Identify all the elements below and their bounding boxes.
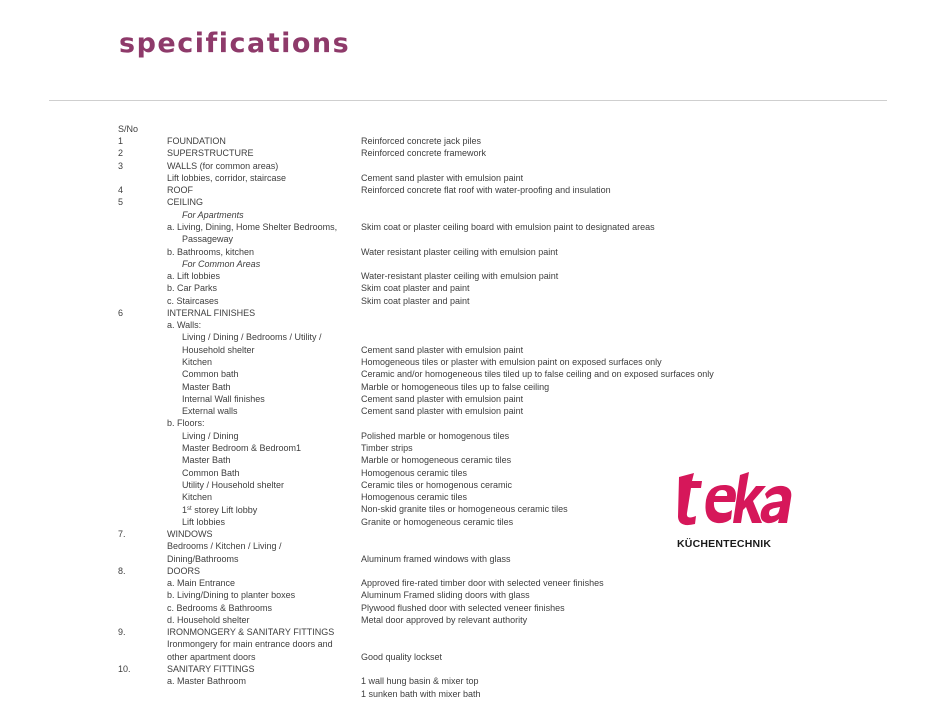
row-item: Master Bath xyxy=(182,381,231,392)
row-item: c. Bedrooms & Bathrooms xyxy=(167,602,273,613)
table-row xyxy=(0,688,943,700)
table-row xyxy=(0,430,943,442)
row-specification: Good quality lockset xyxy=(361,651,443,662)
row-specification: Cement sand plaster with emulsion paint xyxy=(361,344,524,355)
row-item: c. Staircases xyxy=(167,295,219,306)
table-row xyxy=(0,454,943,466)
row-item: IRONMONGERY & SANITARY FITTINGS xyxy=(167,627,335,638)
table-row xyxy=(0,319,943,331)
row-item: Kitchen xyxy=(182,357,213,368)
row-specification: Non-skid granite tiles or homogeneous ceramic tiles xyxy=(361,504,568,515)
row-number: 1 xyxy=(118,136,124,146)
row-item: a. Walls: xyxy=(167,320,202,331)
table-row xyxy=(0,516,943,528)
row-number: 8. xyxy=(118,565,126,576)
table-row xyxy=(0,651,943,663)
row-specification: Water resistant plaster ceiling with emulsion paint xyxy=(361,246,558,257)
row-item: Bedrooms / Kitchen / Living / xyxy=(167,541,282,552)
table-header xyxy=(0,123,943,135)
row-specification: Cement sand plaster with emulsion paint xyxy=(361,406,524,417)
table-row xyxy=(0,393,943,405)
row-item: ROOF xyxy=(167,185,193,196)
row-item: b. Car Parks xyxy=(167,283,218,294)
row-specification: Homogenous ceramic tiles xyxy=(361,467,468,478)
table-row xyxy=(0,147,943,159)
table-row xyxy=(0,442,943,454)
table-row xyxy=(0,160,943,172)
row-number: 6 xyxy=(118,307,124,318)
table-row xyxy=(0,577,943,589)
row-specification: Cement sand plaster with emulsion paint xyxy=(361,172,524,183)
row-number: 2 xyxy=(118,148,124,159)
row-specification: Timber strips xyxy=(361,443,413,453)
table-row xyxy=(0,233,943,245)
row-specification: Homogenous ceramic tiles xyxy=(361,492,468,503)
table-row xyxy=(0,417,943,429)
row-number: 3 xyxy=(118,160,124,171)
row-number: 10. xyxy=(118,664,131,675)
row-item: FOUNDATION xyxy=(167,136,226,146)
table-row xyxy=(0,638,943,650)
table-row xyxy=(0,626,943,638)
row-item: b. Bathrooms, kitchen xyxy=(167,246,255,257)
table-row xyxy=(0,602,943,614)
table-row xyxy=(0,528,943,540)
table-row xyxy=(0,258,943,270)
row-item: For Common Areas xyxy=(182,258,261,269)
row-item: CEILING xyxy=(167,197,204,208)
table-row xyxy=(0,675,943,687)
row-number: 4 xyxy=(118,185,124,196)
table-row xyxy=(0,270,943,282)
row-item: Common Bath xyxy=(182,467,240,478)
row-item: DOORS xyxy=(167,565,201,576)
row-specification: Plywood flushed door with selected veneer finishes xyxy=(361,602,565,613)
page-title: specifications xyxy=(119,28,351,59)
row-specification: Skim coat plaster and paint xyxy=(361,295,470,306)
table-row xyxy=(0,565,943,577)
table-row xyxy=(0,221,943,233)
row-specification: Polished marble or homogenous tiles xyxy=(361,430,510,441)
table-row xyxy=(0,540,943,552)
row-item: Lift lobbies xyxy=(182,516,226,527)
row-item: a. Master Bathroom xyxy=(167,676,247,687)
row-item: Common bath xyxy=(182,369,239,380)
row-item: Living / Dining / Bedrooms / Utility / xyxy=(182,332,322,343)
row-item: External walls xyxy=(182,406,238,417)
row-item: SUPERSTRUCTURE xyxy=(167,148,254,159)
row-specification: Aluminum framed windows with glass xyxy=(361,553,511,564)
table-row xyxy=(0,344,943,356)
row-specification: Approved fire-rated timber door with selected veneer finishes xyxy=(361,578,604,589)
row-specification: Metal door approved by relevant authority xyxy=(361,614,528,625)
table-row xyxy=(0,295,943,307)
table-row xyxy=(0,479,943,491)
row-item: Master Bath xyxy=(182,455,231,466)
row-item: a. Living, Dining, Home Shelter Bedrooms, xyxy=(167,221,338,232)
row-item: a. Main Entrance xyxy=(167,578,236,589)
table-row xyxy=(0,467,943,479)
row-item: Lift lobbies, corridor, staircase xyxy=(167,172,287,183)
row-specification: 1 wall hung basin & mixer top xyxy=(361,676,479,687)
row-specification: Homogeneous tiles or plaster with emulsion paint on exposed surfaces only xyxy=(361,357,662,368)
row-item: 1st storey Lift lobby xyxy=(182,505,258,516)
row-item: d. Household shelter xyxy=(167,614,250,625)
row-specification: 1 sunken bath with mixer bath xyxy=(361,688,481,699)
row-item: Master Bedroom & Bedroom1 xyxy=(182,443,302,453)
row-item: WALLS (for common areas) xyxy=(167,160,279,171)
row-number: 9. xyxy=(118,627,126,638)
row-item: Living / Dining xyxy=(182,430,239,441)
table-row xyxy=(0,209,943,221)
row-item: Internal Wall finishes xyxy=(182,393,265,404)
table-row xyxy=(0,405,943,417)
table-row xyxy=(0,381,943,393)
row-item: Passageway xyxy=(182,234,234,245)
row-number: 5 xyxy=(118,197,124,208)
row-specification: Cement sand plaster with emulsion paint xyxy=(361,393,524,404)
table-row xyxy=(0,135,943,147)
table-row xyxy=(0,368,943,380)
row-item: For Apartments xyxy=(182,209,244,220)
row-item: Ironmongery for main entrance doors and xyxy=(167,639,333,650)
row-specification: Skim coat or plaster ceiling board with emulsion paint to designated areas xyxy=(361,221,655,232)
row-specification: Skim coat plaster and paint xyxy=(361,283,470,294)
row-item: WINDOWS xyxy=(167,528,213,539)
row-specification: Aluminum Framed sliding doors with glass xyxy=(361,590,530,601)
row-item: Household shelter xyxy=(182,344,255,355)
table-row xyxy=(0,503,943,515)
table-row xyxy=(0,282,943,294)
row-specification: Water-resistant plaster ceiling with emulsion paint xyxy=(361,271,559,282)
table-row xyxy=(0,172,943,184)
row-item: INTERNAL FINISHES xyxy=(167,307,256,318)
row-specification: Reinforced concrete flat roof with water-proofing and insulation xyxy=(361,185,611,196)
row-item: Dining/Bathrooms xyxy=(167,553,239,564)
row-specification: Ceramic and/or homogeneous tiles tiled up to false ceiling and on exposed surfaces only xyxy=(361,369,714,380)
row-item: Utility / Household shelter xyxy=(182,479,285,490)
table-row xyxy=(0,356,943,368)
row-specification: Marble or homogeneous tiles up to false ceiling xyxy=(361,381,550,392)
table-row xyxy=(0,614,943,626)
table-row xyxy=(0,663,943,675)
table-row xyxy=(0,246,943,258)
table-row xyxy=(0,331,943,343)
row-specification: Reinforced concrete framework xyxy=(361,148,487,159)
table-row xyxy=(0,307,943,319)
table-row xyxy=(0,553,943,565)
logo-subtitle: KÜCHENTECHNIK xyxy=(677,538,772,550)
row-item: SANITARY FITTINGS xyxy=(167,664,255,675)
row-item: a. Lift lobbies xyxy=(167,271,221,282)
row-specification: Ceramic tiles or homogenous ceramic xyxy=(361,479,513,490)
row-item: b. Living/Dining to planter boxes xyxy=(167,590,296,601)
row-item: other apartment doors xyxy=(167,651,256,662)
row-specification: Marble or homogeneous ceramic tiles xyxy=(361,455,512,466)
header-sno: S/No xyxy=(118,124,139,134)
table-row xyxy=(0,589,943,601)
row-specification: Granite or homogeneous ceramic tiles xyxy=(361,516,514,527)
table-row xyxy=(0,196,943,208)
row-number: 7. xyxy=(118,528,126,539)
table-row xyxy=(0,184,943,196)
row-specification: Reinforced concrete jack piles xyxy=(361,136,482,146)
row-item: Kitchen xyxy=(182,492,213,503)
row-item: b. Floors: xyxy=(167,418,205,429)
table-row xyxy=(0,491,943,503)
